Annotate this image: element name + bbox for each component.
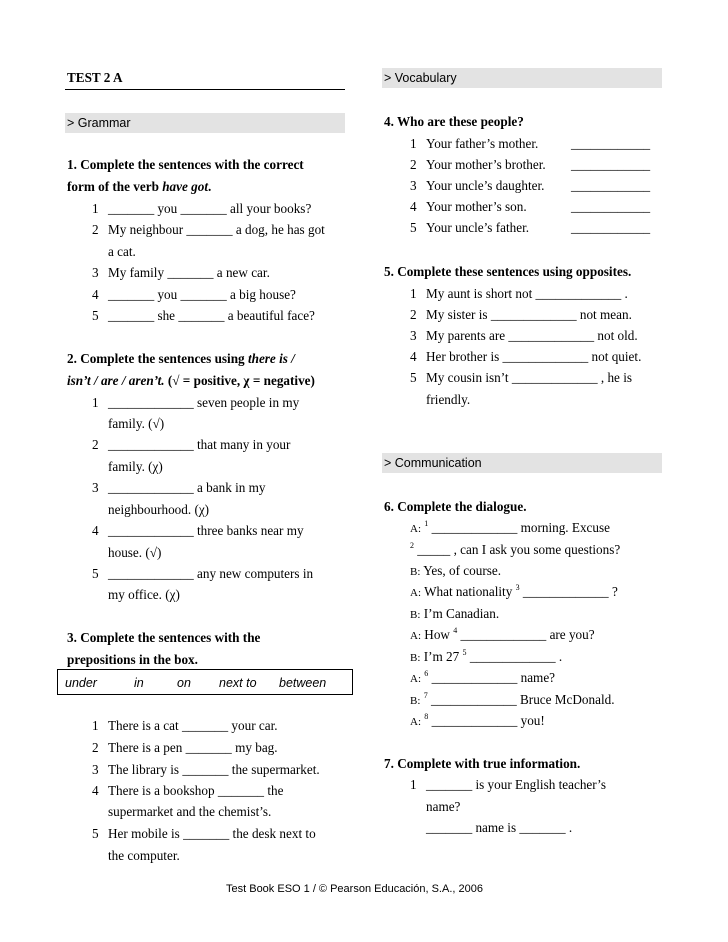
dialogue-text: _____________ morning. Excuse [431, 520, 610, 535]
item-text: Your father’s mother. [426, 136, 539, 151]
item-number: 2 [92, 222, 99, 237]
dialogue-text: _____ , can I ask you some questions? [417, 542, 621, 557]
item-number: 4 [92, 783, 99, 798]
item-text: Her brother is _____________ not quiet. [426, 349, 642, 364]
dialogue-line-7 [410, 649, 562, 665]
dialogue-line-6 [410, 627, 595, 643]
ex2-item-5-cont: my office. (χ) [108, 587, 180, 602]
speaker-label: B: [410, 695, 421, 707]
item-number: 2 [92, 740, 99, 755]
exercise-3-title-line2: prepositions in the box. [67, 652, 198, 667]
item-text: Your uncle’s father. [426, 220, 530, 235]
ex2-item-3 [92, 480, 266, 496]
item-text: My neighbour _______ a dog, he has got [108, 222, 325, 237]
speaker-label: A: [410, 630, 421, 642]
ex7-item-1-cont: name? [426, 799, 461, 814]
blank-number: 4 [453, 626, 458, 635]
prepositions-box [57, 669, 353, 695]
box-word: in [134, 676, 144, 690]
ex7-item-1-answer: _______ name is _______ . [426, 820, 573, 835]
item-number: 4 [410, 349, 417, 364]
blank-number: 3 [515, 583, 520, 592]
item-text: My aunt is short not _____________ . [426, 286, 628, 301]
ex1-item-4 [92, 287, 296, 303]
blank-number: 7 [423, 691, 428, 700]
dialogue-line-9 [410, 692, 615, 708]
box-word: between [279, 676, 327, 690]
item-number: 5 [92, 566, 99, 581]
item-number: 5 [410, 370, 417, 385]
dialogue-line-10 [410, 713, 545, 729]
ex5-item-2 [410, 307, 632, 323]
box-word: on [177, 676, 191, 690]
speaker-label: B: [410, 566, 421, 578]
section-bar-communication [382, 453, 662, 473]
ex1-item-2-cont: a cat. [108, 244, 136, 259]
dialogue-line-1 [410, 520, 610, 536]
speaker-label: B: [410, 609, 421, 621]
speaker-label: A: [410, 673, 421, 685]
item-number: 2 [92, 437, 99, 452]
ex4-blank-5: ____________ [571, 220, 651, 235]
blank-number: 1 [424, 519, 429, 528]
ex2-item-1-cont: family. (√) [108, 416, 165, 431]
ex2-item-5 [92, 566, 313, 582]
blank-number: 6 [424, 669, 429, 678]
item-text: My cousin isn’t _____________ , he is [426, 370, 632, 385]
ex5-item-5 [410, 370, 632, 386]
title-italic: have got [162, 179, 209, 194]
item-number: 3 [92, 762, 99, 777]
dialogue-text: How [424, 627, 454, 642]
item-number: 5 [92, 826, 99, 841]
item-text: My sister is _____________ not mean. [426, 307, 632, 322]
item-number: 1 [410, 777, 417, 792]
box-word: next to [219, 676, 257, 690]
item-number: 5 [92, 308, 99, 323]
item-number: 2 [410, 307, 417, 322]
section-heading: > Communication [384, 456, 482, 470]
dialogue-text: Yes, of course. [423, 563, 501, 578]
ex2-item-1 [92, 395, 299, 411]
dialogue-text: What nationality [424, 584, 516, 599]
dialogue-line-4 [410, 584, 618, 600]
dialogue-text: I’m 27 [423, 649, 463, 664]
dialogue-text: I’m Canadian. [423, 606, 500, 621]
ex2-item-2 [92, 437, 290, 453]
item-text: Your uncle’s daughter. [426, 178, 545, 193]
box-word: under [65, 676, 97, 690]
ex5-item-5-cont: friendly. [426, 392, 471, 407]
page-footer: Test Book ESO 1 / © Pearson Educación, S.A., 2006 [226, 883, 483, 895]
ex1-item-2 [92, 222, 325, 238]
item-text: _____________ any new computers in [108, 566, 314, 581]
item-text: Her mobile is _______ the desk next to [108, 826, 316, 841]
dialogue-text: _____________ ? [522, 584, 618, 599]
ex1-item-1 [92, 201, 311, 217]
item-text: _____________ a bank in my [108, 480, 266, 495]
ex4-blank-1: ____________ [571, 136, 651, 151]
item-text: The library is _______ the supermarket. [108, 762, 320, 777]
section-bar-vocabulary [382, 68, 662, 88]
item-number: 2 [410, 157, 417, 172]
dialogue-text: _____________ . [469, 649, 563, 664]
ex5-item-1 [410, 286, 628, 302]
title-underline [65, 89, 345, 90]
exercise-4-title: 4. Who are these people? [384, 114, 524, 129]
dialogue-text: _____________ are you? [460, 627, 595, 642]
item-number: 1 [92, 718, 99, 733]
ex2-item-2-cont: family. (χ) [108, 459, 163, 474]
ex7-item-1 [410, 777, 606, 793]
item-text: There is a pen _______ my bag. [108, 740, 278, 755]
ex3-item-5 [92, 826, 316, 842]
dialogue-line-3 [410, 563, 501, 579]
dialogue-text: _____________ you! [431, 713, 545, 728]
exercise-7-title: 7. Complete with true information. [384, 756, 581, 771]
item-text: _______ she _______ a beautiful face? [108, 308, 315, 323]
dialogue-line-8 [410, 670, 555, 686]
ex4-item-4 [410, 199, 527, 215]
section-heading: > Vocabulary [384, 71, 457, 85]
ex3-item-4-cont: supermarket and the chemist’s. [108, 804, 272, 819]
dialogue-line-5 [410, 606, 499, 622]
page-title: TEST 2 A [67, 70, 123, 85]
item-text: _____________ seven people in my [108, 395, 300, 410]
exercise-6-title: 6. Complete the dialogue. [384, 499, 527, 514]
item-text: _______ you _______ a big house? [108, 287, 296, 302]
section-bar-grammar [65, 113, 345, 133]
ex2-item-4-cont: house. (√) [108, 545, 162, 560]
ex4-item-1 [410, 136, 538, 152]
speaker-label: A: [410, 716, 421, 728]
ex3-item-1 [92, 718, 278, 734]
section-heading: > Grammar [67, 116, 131, 130]
dialogue-text: _____________ name? [431, 670, 556, 685]
ex3-item-3 [92, 762, 320, 778]
ex5-item-3 [410, 328, 638, 344]
item-text: _____________ that many in your [108, 437, 291, 452]
ex4-item-2 [410, 157, 546, 173]
item-number: 1 [92, 395, 99, 410]
blank-number: 2 [410, 541, 414, 550]
item-number: 3 [92, 480, 99, 495]
blank-number: 5 [462, 648, 467, 657]
item-number: 1 [410, 136, 417, 151]
item-number: 5 [410, 220, 417, 235]
item-number: 4 [410, 199, 417, 214]
item-text: My parents are _____________ not old. [426, 328, 638, 343]
ex4-item-3 [410, 178, 544, 194]
item-text: Your mother’s son. [426, 199, 527, 214]
ex1-item-5 [92, 308, 315, 324]
item-number: 4 [92, 523, 99, 538]
exercise-1-title: 1. Complete the sentences with the correct [67, 157, 304, 172]
item-number: 3 [410, 178, 417, 193]
item-number: 3 [410, 328, 417, 343]
ex5-item-4 [410, 349, 641, 365]
title-text: 2. Complete the sentences using [67, 351, 248, 366]
ex3-item-2 [92, 740, 278, 756]
item-number: 3 [92, 265, 99, 280]
exercise-1-title-line2 [67, 179, 211, 195]
title-text: (√ = positive, χ = negative) [164, 373, 315, 388]
ex2-item-3-cont: neighbourhood. (χ) [108, 502, 210, 517]
ex3-item-4 [92, 783, 283, 799]
item-text: _______ is your English teacher’s [426, 777, 606, 792]
speaker-label: B: [410, 652, 421, 664]
ex1-item-3 [92, 265, 270, 281]
title-text: . [208, 179, 212, 194]
item-text: My family _______ a new car. [108, 265, 270, 280]
item-text: There is a cat _______ your car. [108, 718, 278, 733]
exercise-3-title: 3. Complete the sentences with the [67, 630, 261, 645]
item-number: 1 [410, 286, 417, 301]
item-text: There is a bookshop _______ the [108, 783, 284, 798]
item-text: _____________ three banks near my [108, 523, 304, 538]
exercise-2-title-line2 [67, 373, 315, 389]
dialogue-line-2 [410, 542, 620, 558]
title-text: form of the verb [67, 179, 163, 194]
blank-number: 8 [424, 712, 429, 721]
title-italic: there is / [247, 351, 295, 366]
speaker-label: A: [410, 523, 421, 535]
title-italic: isn’t / are / aren’t. [67, 373, 165, 388]
item-text: _______ you _______ all your books? [108, 201, 312, 216]
ex2-item-4 [92, 523, 304, 539]
exercise-2-title [67, 351, 295, 367]
speaker-label: A: [410, 587, 421, 599]
ex4-blank-2: ____________ [571, 157, 651, 172]
item-text: Your mother’s brother. [426, 157, 546, 172]
ex4-blank-3: ____________ [571, 178, 651, 193]
ex3-item-5-cont: the computer. [108, 848, 180, 863]
exercise-5-title: 5. Complete these sentences using opposites. [384, 264, 632, 279]
ex4-item-5 [410, 220, 529, 236]
item-number: 1 [92, 201, 99, 216]
item-number: 4 [92, 287, 99, 302]
dialogue-text: _____________ Bruce McDonald. [431, 692, 615, 707]
ex4-blank-4: ____________ [571, 199, 651, 214]
